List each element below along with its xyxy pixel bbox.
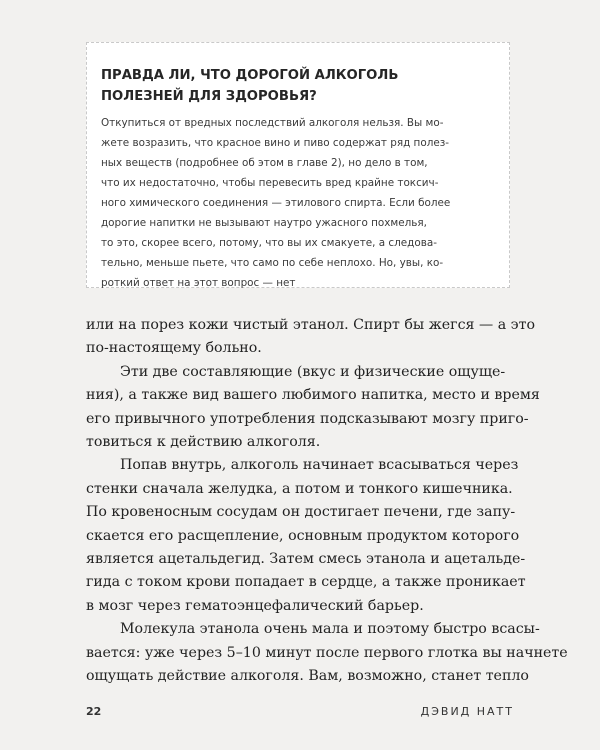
sidebar-title [101, 65, 495, 107]
body-line: ощущать действие алкоголя. Вам, возможно, станет тепло [86, 668, 529, 685]
body-line: Попав внутрь, алкоголь начинает всасываться через [120, 457, 519, 474]
body-line: ния), а также вид вашего любимого напитка, место и время [86, 387, 540, 404]
running-author: ДЭВИД НАТТ [420, 705, 514, 718]
sidebar-box [86, 42, 510, 288]
sidebar-text-line: ных веществ (подробнее об этом в главе 2), но дело в том, [101, 157, 428, 169]
body-line: или на порез кожи чистый этанол. Спирт бы жегся — а это [86, 317, 536, 333]
body-line: гида с током крови попадает в сердце, а также проникает [86, 574, 526, 591]
sidebar-text-line: дорогие напитки не вызывают наутро ужасного похмелья, [101, 217, 427, 229]
sidebar-text-line: что их недостаточно, чтобы перевесить вред крайне токсич- [101, 177, 439, 189]
sidebar-title-line: ПОЛЕЗНЕЙ ДЛЯ ЗДОРОВЬЯ? [101, 89, 317, 104]
body-line: товиться к действию алкоголя. [86, 434, 321, 451]
body-line: скается его расщепление, основным продуктом которого [86, 527, 520, 544]
body-line: по-настоящему больно. [86, 340, 262, 357]
sidebar-text-line: то это, скорее всего, потому, что вы их смакуете, а следова- [101, 237, 437, 249]
sidebar-text-line: жете возразить, что красное вино и пиво содержат ряд полез- [101, 137, 450, 149]
body-text [86, 314, 568, 689]
body-line: стенки сначала желудка, а потом и тонкого кишечника. [86, 480, 513, 497]
body-line: в мозг через гематоэнцефалический барьер. [86, 597, 424, 614]
sidebar-text-line: Откупиться от вредных последствий алкоголя нельзя. Вы мо- [101, 117, 444, 129]
sidebar-text-line: ного химического соединения — этилового спирта. Если более [101, 197, 451, 209]
sidebar-text-line: роткий ответ на этот вопрос — нет [101, 277, 296, 289]
body-line: его привычного употребления подсказывают мозгу приго- [86, 410, 529, 427]
sidebar-title-line: ПРАВДА ЛИ, ЧТО ДОРОГОЙ АЛКОГОЛЬ [101, 68, 399, 83]
sidebar-text [101, 113, 495, 293]
body-line: По кровеносным сосудам он достигает печени, где запу- [86, 504, 516, 521]
body-line: Эти две составляющие (вкус и физические ощуще- [120, 363, 506, 380]
page-number: 22 [86, 705, 102, 718]
body-line: Молекула этанола очень мала и поэтому быстро всасы- [120, 621, 540, 638]
body-line: является ацетальдегид. Затем смесь этанола и ацетальде- [86, 551, 526, 568]
body-line: вается: уже через 5–10 минут после первого глотка вы начнете [86, 644, 568, 661]
sidebar-text-line: тельно, меньше пьете, что само по себе неплохо. Но, увы, ко- [101, 257, 444, 269]
